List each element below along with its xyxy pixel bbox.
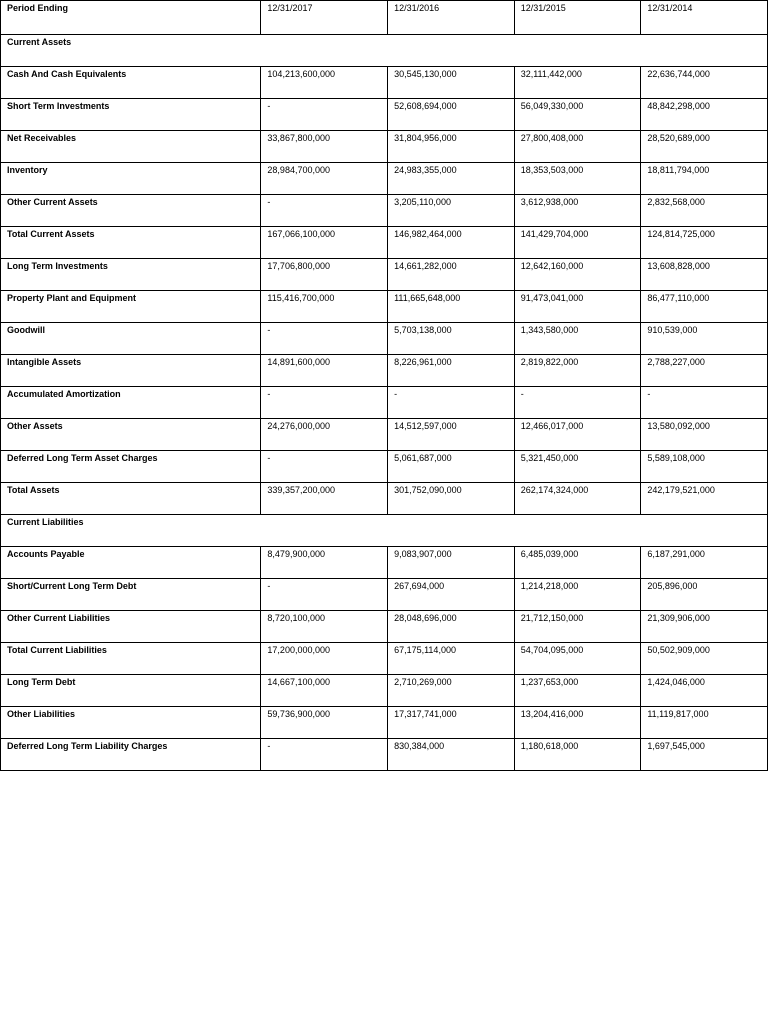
row-label: Goodwill (1, 323, 261, 355)
value-cell: 14,891,600,000 (261, 355, 388, 387)
value-cell: 14,512,597,000 (388, 419, 515, 451)
value-cell: 124,814,725,000 (641, 227, 768, 259)
value-cell: 8,720,100,000 (261, 611, 388, 643)
value-cell: 14,667,100,000 (261, 675, 388, 707)
value-cell: 59,736,900,000 (261, 707, 388, 739)
table-row (1, 675, 768, 707)
value-cell: 6,485,039,000 (514, 547, 641, 579)
table-row (1, 163, 768, 195)
row-label: Deferred Long Term Asset Charges (1, 451, 261, 483)
row-label: Deferred Long Term Liability Charges (1, 739, 261, 771)
table-row (1, 739, 768, 771)
value-cell: 205,896,000 (641, 579, 768, 611)
row-label: Short Term Investments (1, 99, 261, 131)
table-row (1, 259, 768, 291)
value-cell: 1,343,580,000 (514, 323, 641, 355)
row-label: Accumulated Amortization (1, 387, 261, 419)
table-row (1, 579, 768, 611)
value-cell: 2,832,568,000 (641, 195, 768, 227)
value-cell: 48,842,298,000 (641, 99, 768, 131)
row-label: Short/Current Long Term Debt (1, 579, 261, 611)
value-cell: 18,353,503,000 (514, 163, 641, 195)
value-cell: 33,867,800,000 (261, 131, 388, 163)
row-label: Property Plant and Equipment (1, 291, 261, 323)
value-cell: - (261, 387, 388, 419)
value-cell: 115,416,700,000 (261, 291, 388, 323)
value-cell: - (261, 579, 388, 611)
value-cell: 67,175,114,000 (388, 643, 515, 675)
value-cell: 21,309,906,000 (641, 611, 768, 643)
row-label: Other Current Assets (1, 195, 261, 227)
value-cell: - (261, 195, 388, 227)
value-cell: 267,694,000 (388, 579, 515, 611)
row-label: Net Receivables (1, 131, 261, 163)
table-row (1, 643, 768, 675)
value-cell: 301,752,090,000 (388, 483, 515, 515)
table-row (1, 195, 768, 227)
value-cell: 24,983,355,000 (388, 163, 515, 195)
table-row (1, 227, 768, 259)
value-cell: 339,357,200,000 (261, 483, 388, 515)
value-cell: 91,473,041,000 (514, 291, 641, 323)
row-label: Inventory (1, 163, 261, 195)
value-cell: 830,384,000 (388, 739, 515, 771)
table-row (1, 131, 768, 163)
value-cell: 56,049,330,000 (514, 99, 641, 131)
row-label: Accounts Payable (1, 547, 261, 579)
value-cell: - (388, 387, 515, 419)
table-row (1, 547, 768, 579)
value-cell: 1,697,545,000 (641, 739, 768, 771)
value-cell: 24,276,000,000 (261, 419, 388, 451)
value-cell: 2,710,269,000 (388, 675, 515, 707)
value-cell: 11,119,817,000 (641, 707, 768, 739)
row-label: Long Term Investments (1, 259, 261, 291)
value-cell: 17,706,800,000 (261, 259, 388, 291)
section-heading: Current Liabilities (1, 515, 768, 547)
value-cell: 50,502,909,000 (641, 643, 768, 675)
value-cell: 3,205,110,000 (388, 195, 515, 227)
table-row (1, 707, 768, 739)
value-cell: 5,061,687,000 (388, 451, 515, 483)
period-header: 12/31/2017 (261, 1, 388, 35)
value-cell: 8,226,961,000 (388, 355, 515, 387)
value-cell: 111,665,648,000 (388, 291, 515, 323)
row-label: Total Assets (1, 483, 261, 515)
value-cell: 21,712,150,000 (514, 611, 641, 643)
value-cell: 14,661,282,000 (388, 259, 515, 291)
value-cell: 22,636,744,000 (641, 67, 768, 99)
value-cell: - (514, 387, 641, 419)
row-label: Intangible Assets (1, 355, 261, 387)
value-cell: 17,200,000,000 (261, 643, 388, 675)
value-cell: 9,083,907,000 (388, 547, 515, 579)
value-cell: 5,321,450,000 (514, 451, 641, 483)
row-label: Other Current Liabilities (1, 611, 261, 643)
value-cell: 28,048,696,000 (388, 611, 515, 643)
value-cell: 13,204,416,000 (514, 707, 641, 739)
balance-sheet-body (1, 1, 768, 771)
value-cell: 28,520,689,000 (641, 131, 768, 163)
value-cell: 2,788,227,000 (641, 355, 768, 387)
row-label: Total Current Assets (1, 227, 261, 259)
table-row (1, 611, 768, 643)
value-cell: 12,642,160,000 (514, 259, 641, 291)
value-cell: 5,703,138,000 (388, 323, 515, 355)
value-cell: 86,477,110,000 (641, 291, 768, 323)
value-cell: 262,174,324,000 (514, 483, 641, 515)
value-cell: 31,804,956,000 (388, 131, 515, 163)
row-label: Other Assets (1, 419, 261, 451)
value-cell: 13,580,092,000 (641, 419, 768, 451)
value-cell: - (261, 323, 388, 355)
value-cell: 1,424,046,000 (641, 675, 768, 707)
value-cell: 18,811,794,000 (641, 163, 768, 195)
value-cell: 54,704,095,000 (514, 643, 641, 675)
value-cell: 242,179,521,000 (641, 483, 768, 515)
period-header: 12/31/2015 (514, 1, 641, 35)
value-cell: 910,539,000 (641, 323, 768, 355)
value-cell: 5,589,108,000 (641, 451, 768, 483)
value-cell: 1,214,218,000 (514, 579, 641, 611)
section-row (1, 35, 768, 67)
value-cell: - (261, 99, 388, 131)
row-label: Other Liabilities (1, 707, 261, 739)
table-row (1, 355, 768, 387)
table-row (1, 419, 768, 451)
value-cell: 146,982,464,000 (388, 227, 515, 259)
table-row (1, 451, 768, 483)
value-cell: 1,180,618,000 (514, 739, 641, 771)
table-row (1, 291, 768, 323)
value-cell: 167,066,100,000 (261, 227, 388, 259)
table-row (1, 483, 768, 515)
value-cell: 13,608,828,000 (641, 259, 768, 291)
value-cell: 12,466,017,000 (514, 419, 641, 451)
row-label: Cash And Cash Equivalents (1, 67, 261, 99)
value-cell: - (261, 739, 388, 771)
value-cell: 27,800,408,000 (514, 131, 641, 163)
value-cell: 28,984,700,000 (261, 163, 388, 195)
period-header: 12/31/2014 (641, 1, 768, 35)
value-cell: 52,608,694,000 (388, 99, 515, 131)
value-cell: 141,429,704,000 (514, 227, 641, 259)
value-cell: 32,111,442,000 (514, 67, 641, 99)
period-ending-label: Period Ending (1, 1, 261, 35)
table-row (1, 323, 768, 355)
table-row (1, 387, 768, 419)
value-cell: 8,479,900,000 (261, 547, 388, 579)
value-cell: - (261, 451, 388, 483)
value-cell: 104,213,600,000 (261, 67, 388, 99)
row-label: Total Current Liabilities (1, 643, 261, 675)
value-cell: 2,819,822,000 (514, 355, 641, 387)
value-cell: 30,545,130,000 (388, 67, 515, 99)
period-header: 12/31/2016 (388, 1, 515, 35)
value-cell: 1,237,653,000 (514, 675, 641, 707)
section-row (1, 515, 768, 547)
value-cell: 3,612,938,000 (514, 195, 641, 227)
value-cell: 17,317,741,000 (388, 707, 515, 739)
row-label: Long Term Debt (1, 675, 261, 707)
section-heading: Current Assets (1, 35, 768, 67)
value-cell: 6,187,291,000 (641, 547, 768, 579)
table-row (1, 99, 768, 131)
header-row (1, 1, 768, 35)
value-cell: - (641, 387, 768, 419)
table-row (1, 67, 768, 99)
